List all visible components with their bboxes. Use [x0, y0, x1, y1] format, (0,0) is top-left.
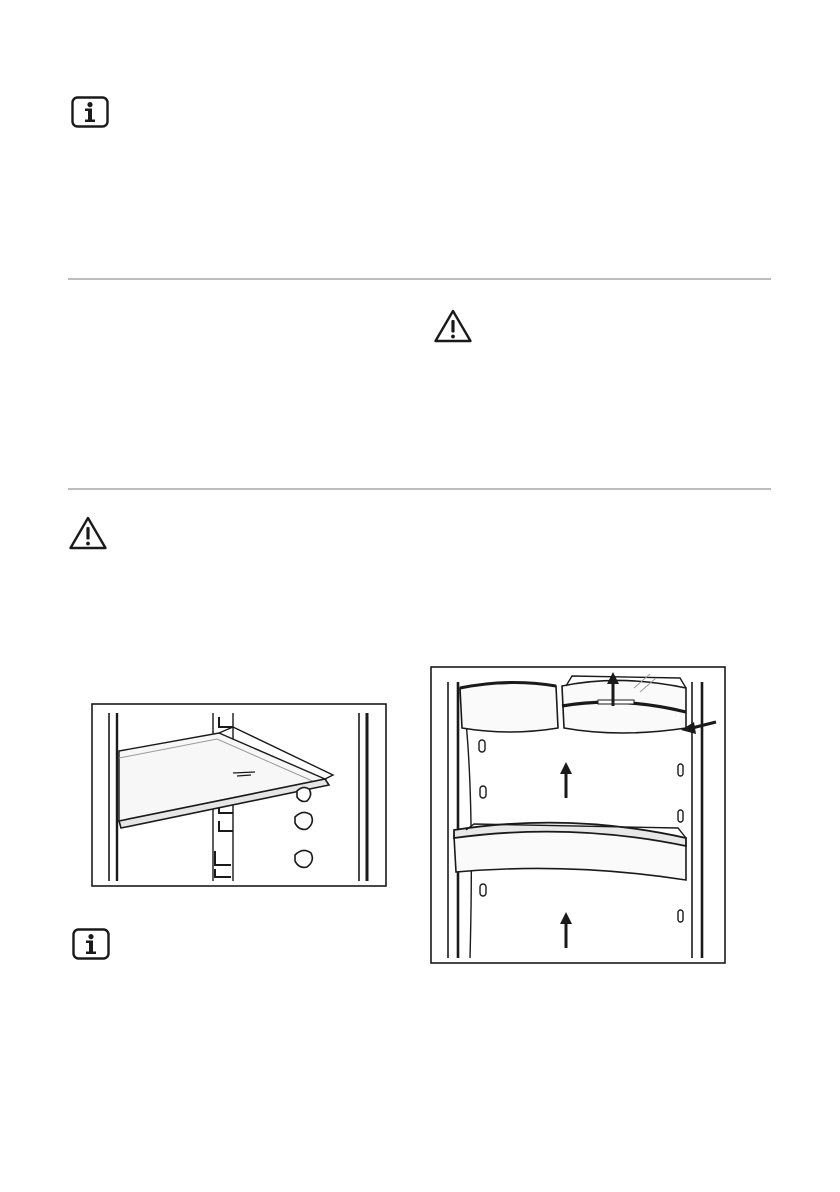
door-bins-illustration [430, 666, 726, 964]
section-divider [68, 488, 771, 490]
info-icon [72, 928, 110, 960]
section-divider [68, 278, 771, 280]
warning-icon [433, 308, 473, 344]
info-icon [71, 96, 109, 128]
glass-shelf-illustration [91, 703, 387, 887]
warning-icon [68, 515, 108, 551]
